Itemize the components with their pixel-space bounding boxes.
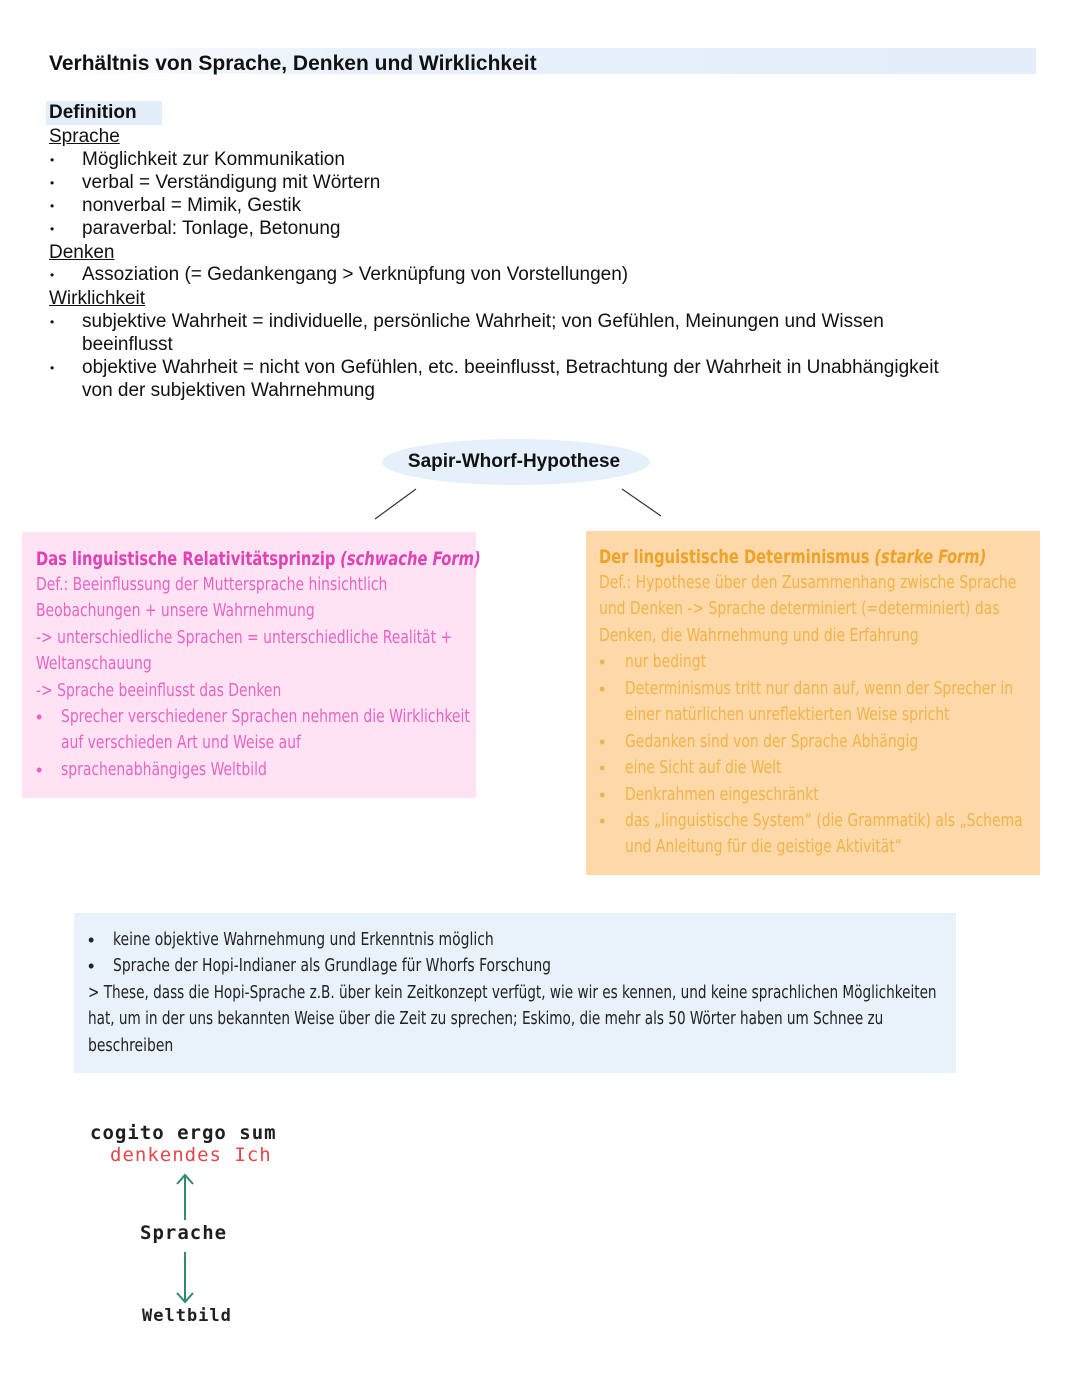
bullet-dot: •	[599, 652, 606, 672]
note-line: hat, um in der uns bekannten Weise über die Zeit zu sprechen; Eskimo, die mehr als 50 Wörter haben um Schnee zu	[88, 1008, 884, 1029]
sketch-denkendes-ich: denkendes Ich	[110, 1144, 272, 1166]
sprache-item: nonverbal = Mimik, Gestik	[82, 195, 302, 216]
weak-form-heading	[36, 546, 481, 572]
weak-form-line: Weltanschauung	[36, 653, 152, 674]
strong-form-box	[586, 531, 1040, 875]
bullet-dot: •	[599, 785, 606, 805]
bullet-dot: •	[88, 956, 95, 976]
bullet-dot: •	[88, 930, 95, 950]
strong-form-bullet-cont: und Anleitung für die geistige Aktivität“	[625, 836, 902, 857]
bullet-dot: •	[599, 732, 606, 752]
denken-heading: Denken	[49, 242, 115, 263]
bullet-dot: •	[50, 199, 55, 213]
connector-left	[375, 489, 416, 519]
strong-form-line: Denken, die Wahrnehmung und die Erfahrung	[599, 625, 919, 646]
weak-form-title: Das linguistische Relativitätsprinzip	[36, 548, 336, 570]
weak-form-line: -> Sprache beeinflusst das Denken	[36, 680, 282, 701]
strong-form-title: Der linguistische Determinismus	[599, 546, 870, 568]
bullet-dot: •	[50, 222, 55, 236]
sketch-weltbild: Weltbild	[142, 1306, 232, 1326]
strong-form-subtitle: (starke Form)	[874, 546, 987, 568]
strong-form-bullet: nur bedingt	[625, 651, 707, 672]
sprache-item: verbal = Verständigung mit Wörtern	[82, 172, 381, 193]
wirklichkeit-item: subjektive Wahrheit = individuelle, persönliche Wahrheit; von Gefühlen, Meinungen und Wissen	[82, 311, 884, 332]
wirklichkeit-heading: Wirklichkeit	[49, 288, 146, 309]
sketch-sprache: Sprache	[140, 1222, 228, 1244]
bullet-dot: •	[36, 760, 43, 780]
bullet-dot: •	[50, 153, 55, 167]
weak-form-subtitle: (schwache Form)	[340, 548, 481, 570]
bullet-dot: •	[50, 176, 55, 190]
weak-form-bullet: sprachenabhängiges Weltbild	[61, 759, 267, 780]
strong-form-bullet: Determinismus tritt nur dann auf, wenn der Sprecher in	[625, 678, 1014, 699]
weak-form-bullet-cont: auf verschieden Art und Weise auf	[61, 732, 301, 753]
weak-form-box	[22, 532, 481, 798]
strong-form-heading	[599, 544, 986, 570]
bullet-dot: •	[50, 361, 55, 375]
note-line: > These, dass die Hopi-Sprache z.B. über kein Zeitkonzept verfügt, wie wir es kennen, und keine sprachlichen Möglichkeiten	[88, 982, 937, 1003]
hypothesis-title: Sapir-Whorf-Hypothese	[407, 451, 621, 472]
bullet-dot: •	[599, 758, 606, 778]
strong-form-bullet: Denkrahmen eingeschränkt	[625, 784, 819, 805]
strong-form-bullet: das „linguistische System“ (die Grammatik) als „Schema	[625, 810, 1023, 831]
strong-form-line: und Denken -> Sprache determiniert (=determiniert) das	[599, 598, 1000, 619]
bullet-dot: •	[50, 268, 55, 282]
bullet-dot: •	[599, 679, 606, 699]
weak-form-line: Def.: Beeinflussung der Muttersprache hinsichtlich	[36, 574, 388, 595]
page-title: Verhältnis von Sprache, Denken und Wirklichkeit	[49, 52, 537, 75]
note-box	[74, 913, 956, 1073]
strong-form-bullet: Gedanken sind von der Sprache Abhängig	[625, 731, 919, 752]
sprache-heading: Sprache	[49, 126, 120, 147]
sprache-item: Möglichkeit zur Kommunikation	[82, 149, 345, 170]
bullet-dot: •	[50, 315, 55, 329]
note-line: beschreiben	[88, 1035, 174, 1056]
sprache-item: paraverbal: Tonlage, Betonung	[82, 218, 341, 239]
strong-form-bullet: eine Sicht auf die Welt	[625, 757, 782, 778]
note-bullet: Sprache der Hopi-Indianer als Grundlage für Whorfs Forschung	[113, 955, 552, 976]
weak-form-line: -> unterschiedliche Sprachen = unterschiedliche Realität +	[36, 627, 453, 648]
weak-form-bullet: Sprecher verschiedener Sprachen nehmen die Wirklichkeit	[61, 706, 470, 727]
bullet-dot: •	[36, 707, 43, 727]
sketch-cogito: cogito ergo sum	[90, 1122, 277, 1144]
weak-form-line: Beobachungen + unsere Wahrnehmung	[36, 600, 315, 621]
wirklichkeit-item-cont: von der subjektiven Wahrnehmung	[82, 380, 375, 401]
bullet-dot: •	[599, 811, 606, 831]
connector-right	[622, 489, 661, 516]
definition-heading: Definition	[49, 102, 137, 123]
wirklichkeit-item: objektive Wahrheit = nicht von Gefühlen, etc. beeinflusst, Betrachtung der Wahrheit in Unabhängigkeit	[82, 357, 939, 378]
wirklichkeit-item-cont: beeinflusst	[82, 334, 173, 355]
strong-form-line: Def.: Hypothese über den Zusammenhang zwische Sprache	[599, 572, 1017, 593]
strong-form-bullet-cont: einer natürlichen unreflektierten Weise spricht	[625, 704, 950, 725]
note-bullet: keine objektive Wahrnehmung und Erkenntnis möglich	[113, 929, 494, 950]
denken-item: Assoziation (= Gedankengang > Verknüpfung von Vorstellungen)	[82, 264, 629, 285]
